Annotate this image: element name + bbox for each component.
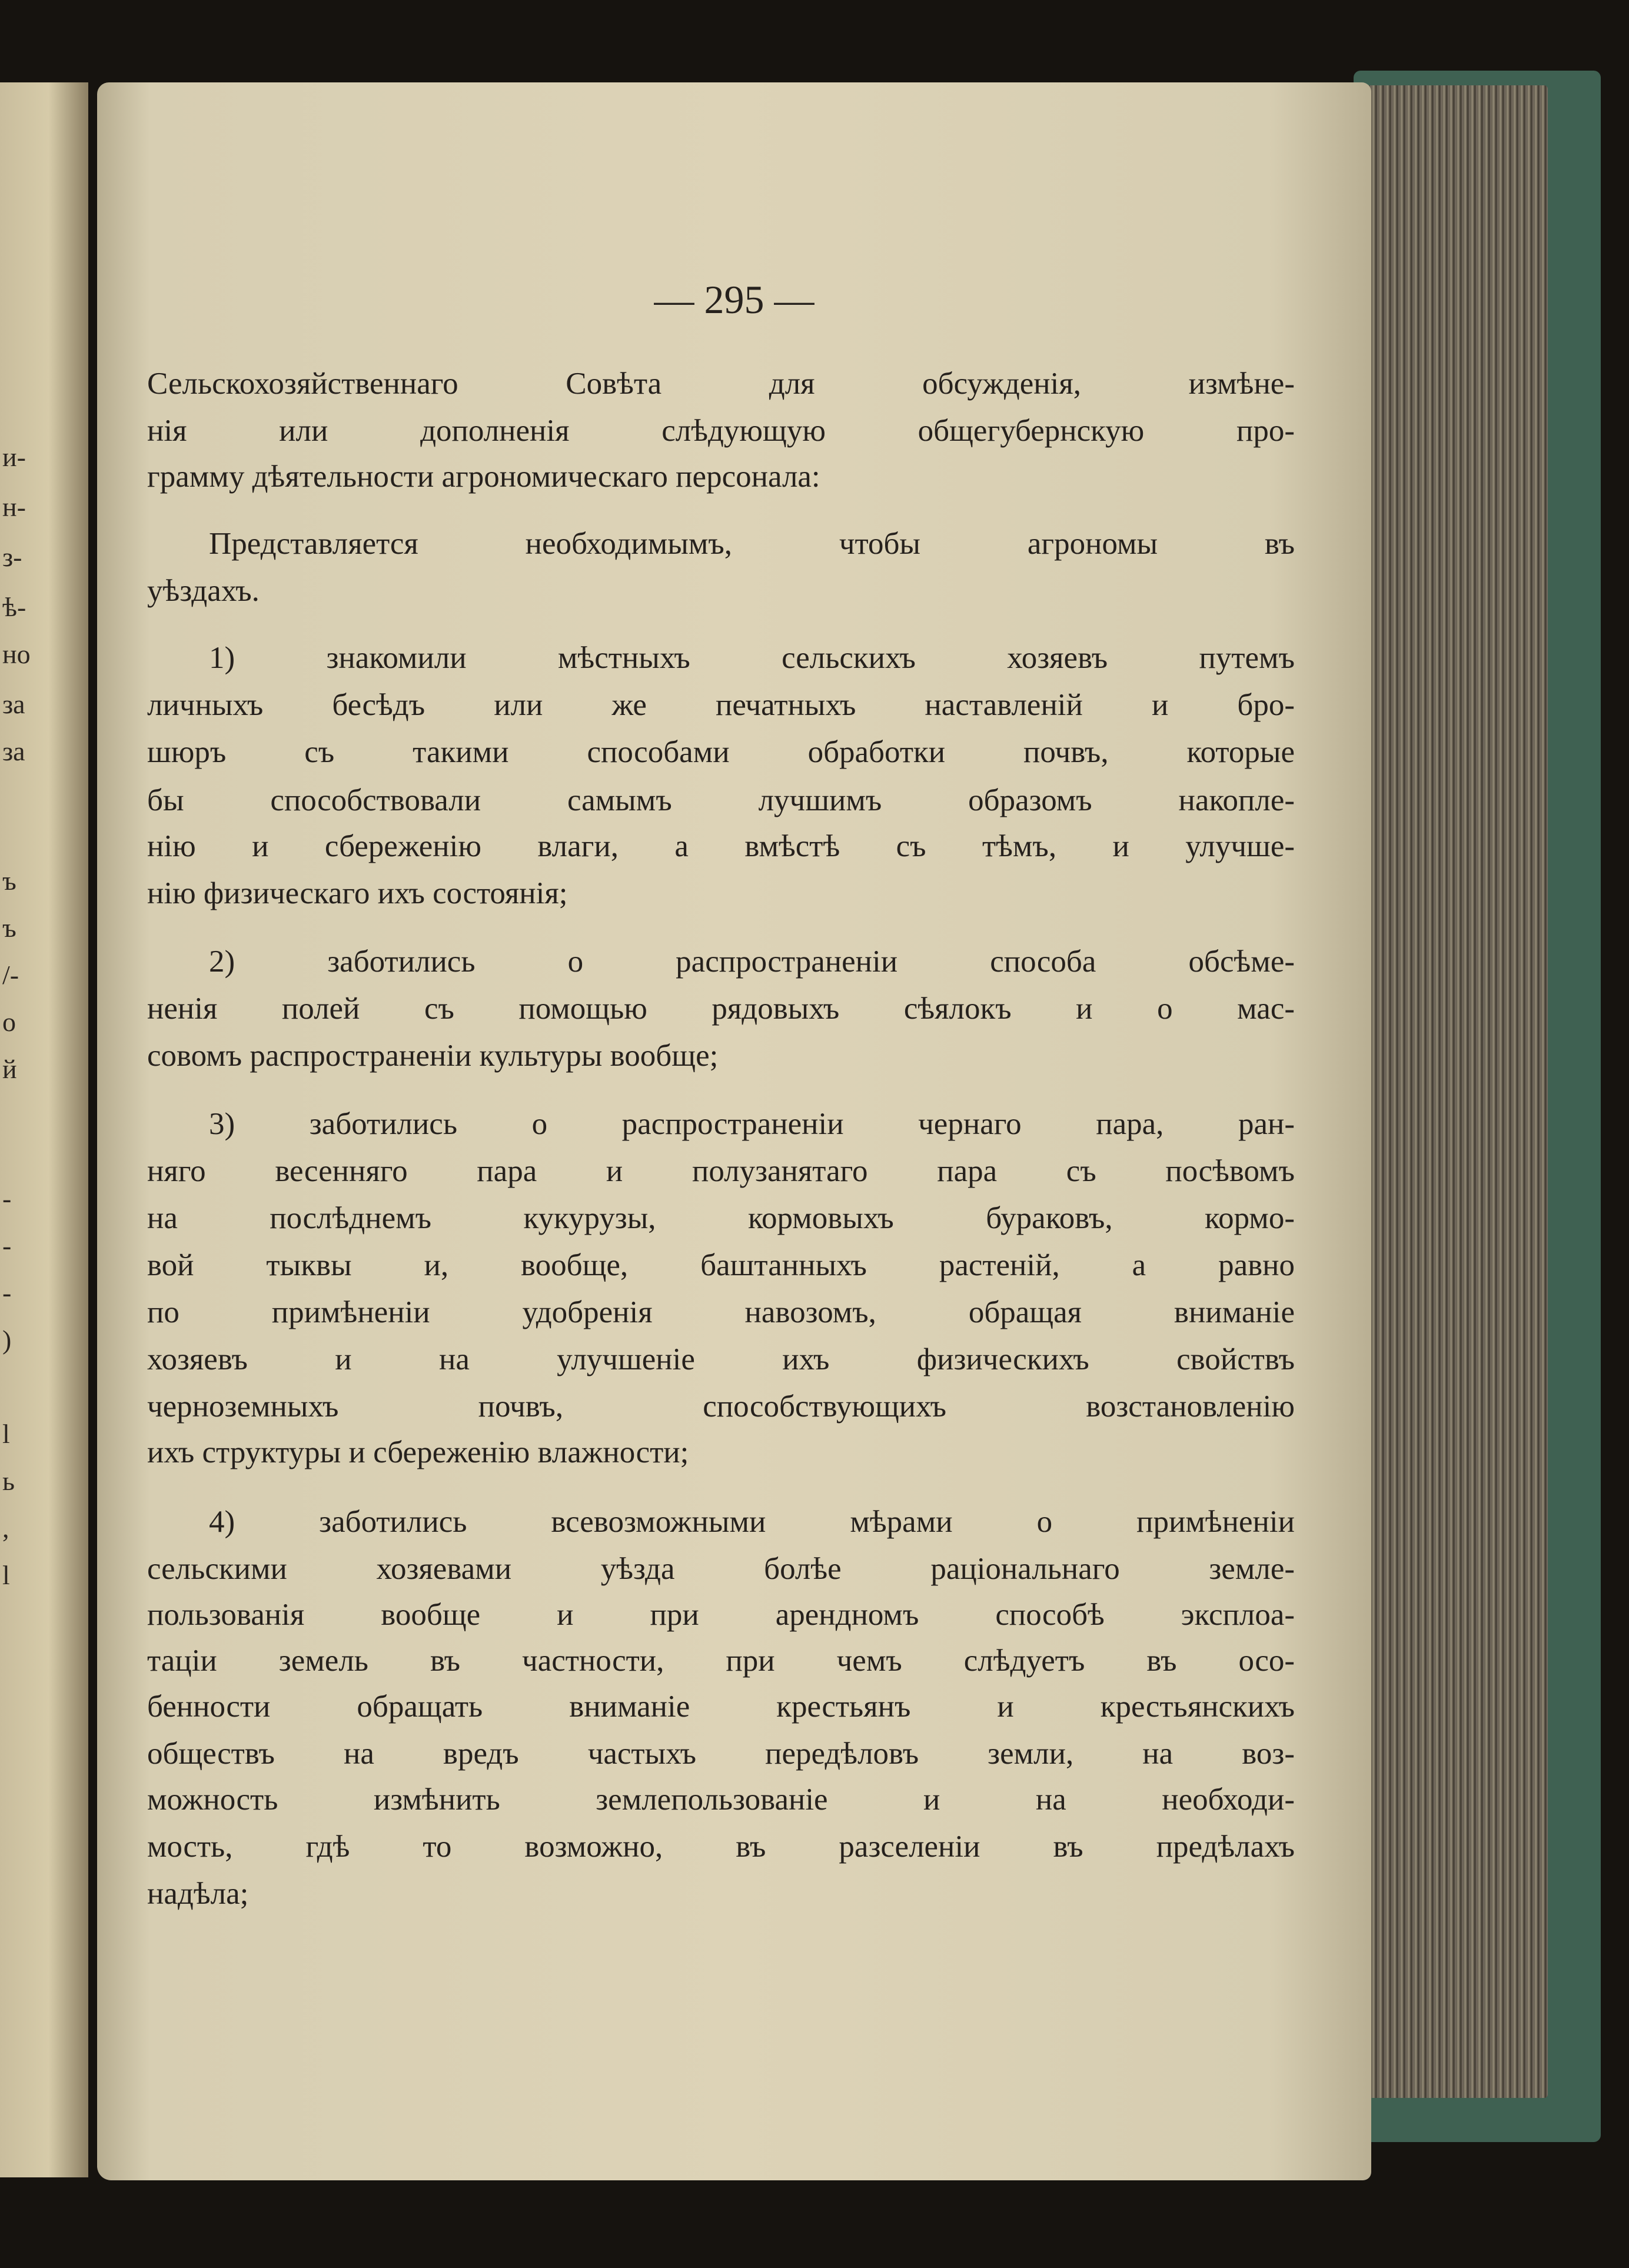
- text-line: таціи земель въ частности, при чемъ слѣдуетъ въ осо-: [147, 1644, 1295, 1678]
- text-line: черноземныхъ почвъ, способствующихъ возстановленію: [147, 1389, 1295, 1424]
- page-text: [97, 82, 1371, 2180]
- text-line: 3) заботились о распространеніи чернаго пара, ран-: [209, 1107, 1295, 1141]
- left-page-fragment: з-: [2, 542, 22, 572]
- text-line: 1) знакомили мѣстныхъ сельскихъ хозяевъ путемъ: [209, 641, 1295, 675]
- text-line: бы способствовали самымъ лучшимъ образомъ накопле-: [147, 783, 1295, 817]
- left-page-fragment: ъ: [2, 866, 16, 896]
- left-page-fragment: -: [2, 1231, 12, 1261]
- text-line: на послѣднемъ кукурузы, кормовыхъ бураковъ, кормо-: [147, 1201, 1295, 1235]
- left-page-fragment: ,: [2, 1513, 9, 1543]
- left-page-fragment: ь: [2, 1466, 15, 1496]
- right-page: [97, 82, 1371, 2180]
- text-line: Сельскохозяйственнаго Совѣта для обсужденія, измѣне-: [147, 367, 1295, 401]
- text-line: сельскими хозяевами уѣзда болѣе раціональнаго земле-: [147, 1552, 1295, 1586]
- left-page-fragment: й: [2, 1054, 17, 1084]
- text-line: няго весенняго пара и полузанятаго пара съ посѣвомъ: [147, 1154, 1295, 1188]
- text-line: вой тыквы и, вообще, баштанныхъ растеній, а равно: [147, 1248, 1295, 1282]
- text-line: совомъ распространеніи культуры вообще;: [147, 1039, 719, 1073]
- left-page-fragment: ѣ-: [2, 592, 26, 622]
- left-page-fragment: но: [2, 639, 31, 669]
- left-page-fragment: /-: [2, 960, 19, 990]
- text-line: бенности обращать вниманіе крестьянъ и крестьянскихъ: [147, 1690, 1295, 1724]
- left-page-fragment: l: [2, 1560, 10, 1590]
- left-page-fragment: за: [2, 736, 25, 766]
- text-line: шюръ съ такими способами обработки почвъ, которые: [147, 735, 1295, 769]
- text-line: нію физическаго ихъ состоянія;: [147, 876, 568, 910]
- text-line: 2) заботились о распространеніи способа обсѣме-: [209, 945, 1295, 979]
- text-line: уѣздахъ.: [147, 574, 260, 608]
- text-line: по примѣненіи удобренія навозомъ, обращая вниманіе: [147, 1295, 1295, 1329]
- left-page-fragment: и-: [2, 442, 26, 472]
- left-page-fragment: о: [2, 1007, 16, 1037]
- left-page-fragment: l: [2, 1419, 10, 1449]
- page-number: — 295 —: [654, 277, 814, 322]
- left-page-fragment: -: [2, 1183, 12, 1213]
- text-line: обществъ на вредъ частыхъ передѣловъ земли, на воз-: [147, 1737, 1295, 1771]
- left-page-fragment: за: [2, 689, 25, 719]
- text-line: грамму дѣятельности агрономическаго персонала:: [147, 460, 820, 494]
- text-line: хозяевъ и на улучшеніе ихъ физическихъ свойствъ: [147, 1342, 1295, 1376]
- text-line: можность измѣнить землепользованіе и на необходи-: [147, 1783, 1295, 1817]
- text-line: 4) заботились всевозможными мѣрами о примѣненіи: [209, 1505, 1295, 1539]
- text-line: нію и сбереженію влаги, а вмѣстѣ съ тѣмъ, и улучше-: [147, 829, 1295, 863]
- left-page-fragment: н-: [2, 492, 26, 522]
- left-page-fragment: -: [2, 1278, 12, 1308]
- text-line: нія или дополненія слѣдующую общегубернскую про-: [147, 414, 1295, 448]
- left-page-edge: [0, 82, 88, 2177]
- text-line: ихъ структуры и сбереженію влажности;: [147, 1435, 689, 1469]
- text-line: мость, гдѣ то возможно, въ разселеніи въ предѣлахъ: [147, 1830, 1295, 1864]
- left-page-fragment: ): [2, 1325, 12, 1355]
- left-page-fragment: ъ: [2, 913, 16, 943]
- text-line: надѣла;: [147, 1877, 249, 1911]
- text-line: личныхъ бесѣдъ или же печатныхъ наставленій и бро-: [147, 688, 1295, 722]
- text-line: Представляется необходимымъ, чтобы агрономы въ: [209, 527, 1295, 561]
- text-line: ненія полей съ помощью рядовыхъ сѣялокъ и о мас-: [147, 992, 1295, 1026]
- text-line: пользованія вообще и при арендномъ способѣ эксплоа-: [147, 1598, 1295, 1632]
